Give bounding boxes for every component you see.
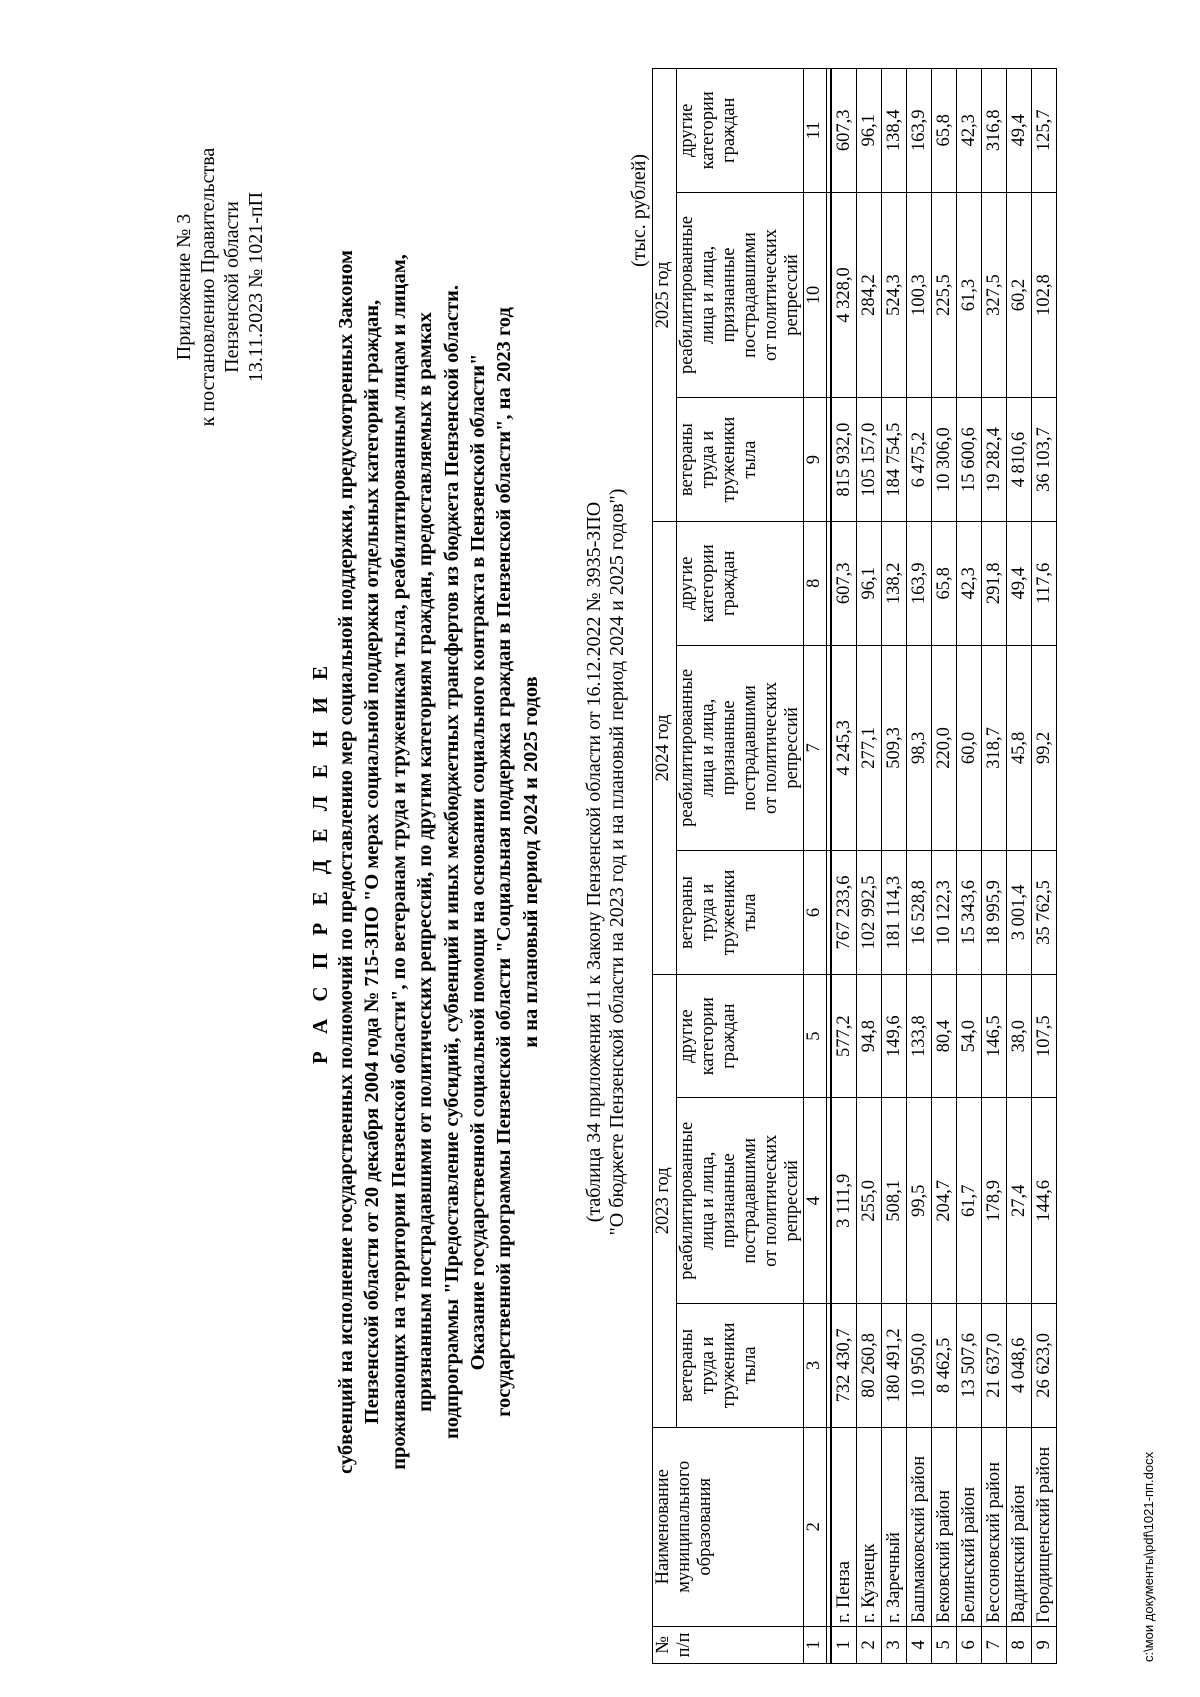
amount-cell: 80 260,8 [857, 1304, 882, 1428]
municipality-name: Белинский район [957, 1427, 982, 1626]
amount-cell: 163,9 [907, 521, 932, 645]
column-number: 10 [804, 192, 827, 398]
amount-cell: 26 623,0 [1032, 1304, 1057, 1428]
amount-cell: 10 306,0 [932, 398, 957, 522]
header-text: категории [698, 91, 718, 170]
amount-cell: 4 810,6 [1007, 398, 1032, 522]
distribution-table [652, 68, 1057, 1664]
amount-cell: 42,3 [957, 521, 982, 645]
amount-cell: 284,2 [857, 192, 882, 398]
source-line: (таблица 34 приложения 11 к Закону Пензенской области от 16.12.2022 № 3935-ЗПО [583, 501, 605, 1223]
header-text: тыла [740, 1346, 760, 1385]
table-row [857, 69, 882, 1664]
file-path-footer: c:\мои документы\pdf\1021-пп.docx [1141, 1451, 1156, 1662]
amount-cell: 178,9 [982, 1098, 1007, 1304]
column-number: 8 [804, 521, 827, 645]
column-number-row [804, 69, 827, 1664]
header-text: признанные [719, 247, 739, 343]
header-text: лица и лица, [698, 245, 718, 345]
amount-cell: 6 475,2 [907, 398, 932, 522]
amount-cell: 15 343,6 [957, 851, 982, 975]
source-reference [583, 52, 629, 1672]
header-text: категории [698, 997, 718, 1076]
amount-cell: 16 528,8 [907, 851, 932, 975]
header-text: лица и лица, [698, 698, 718, 798]
amount-cell: 21 637,0 [982, 1304, 1007, 1428]
row-number: 1 [831, 1626, 857, 1663]
amount-cell: 767 233,6 [831, 851, 857, 975]
amount-cell: 163,9 [907, 69, 932, 193]
description-line: признанным пострадавшими от политических репрессий, по другим категориям граждан, предоставляемых в рамках [414, 312, 437, 1412]
header-text: репрессий [782, 1160, 802, 1242]
row-number: 7 [982, 1626, 1007, 1663]
amount-cell: 138,2 [882, 521, 907, 645]
amount-cell: 35 762,5 [1032, 851, 1057, 975]
amount-cell: 146,5 [982, 974, 1007, 1098]
amount-cell: 65,8 [932, 69, 957, 193]
column-number: 7 [804, 645, 827, 851]
header-text: № [653, 1636, 673, 1654]
amount-cell: 19 282,4 [982, 398, 1007, 522]
header-text: пострадавшими [740, 685, 760, 811]
amount-cell: 98,3 [907, 645, 932, 851]
header-text: муниципального [674, 1460, 694, 1593]
municipality-name: г. Заречный [882, 1427, 907, 1626]
document-title: Р А С П Р Е Д Е Л Е Н И Е [308, 659, 332, 1065]
header-text: граждан [719, 1003, 739, 1069]
header-text: труда и [698, 430, 718, 489]
amount-cell: 102 992,5 [857, 851, 882, 975]
header-text: труда и [698, 1336, 718, 1395]
amount-cell: 42,3 [957, 69, 982, 193]
rotated-page [20, 52, 1170, 1672]
row-number: 8 [1007, 1626, 1032, 1663]
amount-cell: 138,4 [882, 69, 907, 193]
municipality-name: Бековский район [932, 1427, 957, 1626]
header-text: признанные [719, 700, 739, 796]
amount-cell: 49,4 [1007, 69, 1032, 193]
header-text: реабилитированные [677, 216, 697, 374]
amount-cell: 61,3 [957, 192, 982, 398]
amount-cell: 49,4 [1007, 521, 1032, 645]
description-line: Пензенской области от 20 декабря 2004 года № 715-ЗПО "О мерах социальной поддержки отдельных категорий граждан, [361, 299, 384, 1425]
amount-cell: 144,6 [1032, 1098, 1057, 1304]
header-text: тыла [740, 440, 760, 479]
header-rehabilitated [677, 192, 804, 398]
amount-cell: 18 995,9 [982, 851, 1007, 975]
header-text: п/п [674, 1632, 694, 1658]
amount-cell: 607,3 [831, 521, 857, 645]
row-number: 2 [857, 1626, 882, 1663]
amount-cell: 99,2 [1032, 645, 1057, 851]
row-number: 5 [932, 1626, 957, 1663]
amount-cell: 8 462,5 [932, 1304, 957, 1428]
amount-cell: 125,7 [1032, 69, 1057, 193]
amount-cell: 316,8 [982, 69, 1007, 193]
header-other [677, 521, 804, 645]
amount-cell: 100,3 [907, 192, 932, 398]
amount-cell: 815 932,0 [831, 398, 857, 522]
column-number: 5 [804, 974, 827, 1098]
header-text: ветераны [677, 423, 697, 497]
amount-cell: 577,2 [831, 974, 857, 1098]
amount-cell: 509,3 [882, 645, 907, 851]
header-text: ветераны [677, 876, 697, 949]
header-year-2023: 2023 год [653, 974, 677, 1427]
header-text: граждан [719, 97, 739, 164]
amount-cell: 277,1 [857, 645, 882, 851]
amount-cell: 10 122,3 [932, 851, 957, 975]
municipality-name: г. Пенза [831, 1427, 857, 1626]
amount-cell: 96,1 [857, 69, 882, 193]
document-description [333, 112, 544, 1612]
header-text: другие [677, 103, 697, 158]
amount-cell: 4 328,0 [831, 192, 857, 398]
amount-cell: 13 507,6 [957, 1304, 982, 1428]
amount-cell: 133,8 [907, 974, 932, 1098]
header-rehabilitated [677, 645, 804, 851]
amount-cell: 36 103,7 [1032, 398, 1057, 522]
amount-cell: 181 114,3 [882, 851, 907, 975]
appendix-header [172, 122, 268, 452]
header-text: реабилитированные [677, 668, 697, 827]
municipality-name: Вадинский район [1007, 1427, 1032, 1626]
unit-label: (тыс. рублей) [628, 153, 650, 267]
header-number [653, 1626, 804, 1663]
header-municipality [653, 1427, 804, 1626]
description-line: Оказание государственной социальной помощи на основании социального контракта в Пензенской области" [467, 353, 490, 1371]
amount-cell: 204,7 [932, 1098, 957, 1304]
amount-cell: 327,5 [982, 192, 1007, 398]
row-number: 6 [957, 1626, 982, 1663]
amount-cell: 149,6 [882, 974, 907, 1098]
row-number: 3 [882, 1626, 907, 1663]
amount-cell: 220,0 [932, 645, 957, 851]
description-line: государственной программы Пензенской области "Социальная поддержка граждан в Пензенской области", на 2023 год [493, 307, 516, 1417]
amount-cell: 3 111,9 [831, 1098, 857, 1304]
header-text: от политических [761, 681, 781, 814]
amount-cell: 102,8 [1032, 192, 1057, 398]
table-row [882, 69, 907, 1664]
header-text: труженики [719, 416, 739, 503]
header-other [677, 69, 804, 193]
header-text: тыла [740, 893, 760, 932]
header-text: пострадавшими [740, 232, 760, 358]
header-veterans [677, 398, 804, 522]
appendix-line: Пензенской области [221, 201, 243, 373]
header-text: другие [677, 1009, 697, 1063]
amount-cell: 225,5 [932, 192, 957, 398]
table-row [932, 69, 957, 1664]
header-text: ветераны [677, 1328, 697, 1402]
description-line: субвенций на исполнение государственных полномочий по предоставлению мер социальной поддержки, предусмотренных Законом [335, 250, 357, 1474]
description-line: проживающих на территории Пензенской области", по ветеранам труда и труженикам тыла, реабилитированным лицам и лицам, [387, 254, 410, 1470]
amount-cell: 94,8 [857, 974, 882, 1098]
amount-cell: 105 157,0 [857, 398, 882, 522]
amount-cell: 508,1 [882, 1098, 907, 1304]
amount-cell: 255,0 [857, 1098, 882, 1304]
header-text: другие [677, 556, 697, 610]
column-number: 11 [804, 69, 827, 193]
column-number: 6 [804, 851, 827, 975]
amount-cell: 61,7 [957, 1098, 982, 1304]
amount-cell: 27,4 [1007, 1098, 1032, 1304]
amount-cell: 184 754,5 [882, 398, 907, 522]
amount-cell: 107,5 [1032, 974, 1057, 1098]
header-text: репрессий [782, 254, 802, 336]
header-text: от политических [761, 228, 781, 362]
row-number: 4 [907, 1626, 932, 1663]
amount-cell: 4 245,3 [831, 645, 857, 851]
header-text: Наименование [653, 1469, 673, 1585]
amount-cell: 96,1 [857, 521, 882, 645]
table-row [907, 69, 932, 1664]
header-veterans [677, 851, 804, 975]
amount-cell: 524,3 [882, 192, 907, 398]
amount-cell: 4 048,6 [1007, 1304, 1032, 1428]
source-line: "О бюджете Пензенской области на 2023 год и на плановый период 2024 и 2025 годов") [606, 488, 628, 1236]
municipality-name: г. Кузнецк [857, 1427, 882, 1626]
appendix-date-number: 13.11.2023 № 1021-пП [245, 191, 267, 383]
column-number: 3 [804, 1304, 827, 1428]
appendix-line: Приложение № 3 [173, 213, 195, 361]
table-row [831, 69, 857, 1664]
description-line: и на плановый период 2024 и 2025 годов [519, 676, 542, 1048]
amount-cell: 60,0 [957, 645, 982, 851]
column-number: 4 [804, 1098, 827, 1304]
header-text: от политических [761, 1134, 781, 1267]
header-other [677, 974, 804, 1098]
amount-cell: 10 950,0 [907, 1304, 932, 1428]
amount-cell: 54,0 [957, 974, 982, 1098]
appendix-line: к постановлению Правительства [197, 147, 219, 427]
column-number: 2 [804, 1427, 827, 1626]
header-text: граждан [719, 550, 739, 616]
amount-cell: 607,3 [831, 69, 857, 193]
column-number: 9 [804, 398, 827, 522]
amount-cell: 45,8 [1007, 645, 1032, 851]
description-line: подпрограммы "Предоставление субсидий, субвенций и иных межбюджетных трансфертов из бюджета Пензенской области. [440, 285, 463, 1440]
amount-cell: 180 491,2 [882, 1304, 907, 1428]
row-number: 9 [1032, 1626, 1057, 1663]
header-rehabilitated [677, 1098, 804, 1304]
table-row [957, 69, 982, 1664]
column-number: 1 [804, 1626, 827, 1663]
municipality-name: Бессоновский район [982, 1427, 1007, 1626]
amount-cell: 15 600,6 [957, 398, 982, 522]
header-year-2025: 2025 год [653, 69, 677, 522]
table-body [831, 69, 1057, 1664]
table-row [1007, 69, 1032, 1664]
amount-cell: 117,6 [1032, 521, 1057, 645]
amount-cell: 291,8 [982, 521, 1007, 645]
header-veterans [677, 1304, 804, 1428]
municipality-name: Городищенский район [1032, 1427, 1057, 1626]
amount-cell: 60,2 [1007, 192, 1032, 398]
table-row [1032, 69, 1057, 1664]
header-text: труженики [719, 869, 739, 956]
table-row [982, 69, 1007, 1664]
header-text: лица и лица, [698, 1151, 718, 1250]
amount-cell: 38,0 [1007, 974, 1032, 1098]
header-text: труженики [719, 1322, 739, 1409]
header-text: пострадавшими [740, 1137, 760, 1264]
header-text: реабилитированные [677, 1121, 697, 1280]
header-text: репрессий [782, 707, 802, 789]
amount-cell: 99,5 [907, 1098, 932, 1304]
amount-cell: 65,8 [932, 521, 957, 645]
amount-cell: 732 430,7 [831, 1304, 857, 1428]
header-text: труда и [698, 883, 718, 942]
amount-cell: 3 001,4 [1007, 851, 1032, 975]
header-text: признанные [719, 1153, 739, 1249]
header-text: образования [695, 1477, 715, 1576]
municipality-name: Башмаковский район [907, 1427, 932, 1626]
header-year-2024: 2024 год [653, 521, 677, 974]
header-text: категории [698, 544, 718, 623]
amount-cell: 318,7 [982, 645, 1007, 851]
amount-cell: 80,4 [932, 974, 957, 1098]
